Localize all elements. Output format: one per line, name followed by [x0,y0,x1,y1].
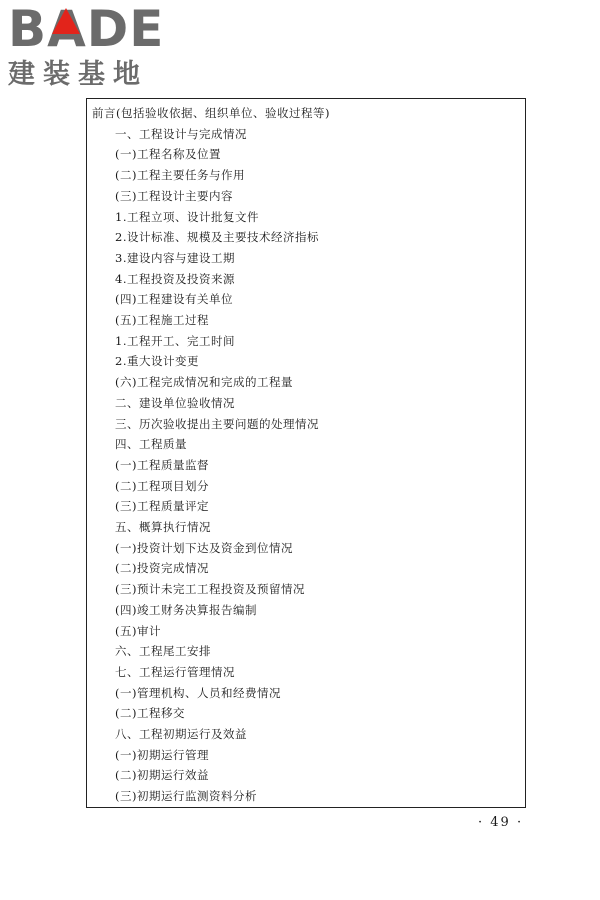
toc-item: (六)工程完成情况和完成的工程量 [115,375,293,390]
toc-item: 八、工程初期运行及效益 [115,727,247,741]
bade-logo [8,0,178,94]
toc-item: (一)工程名称及位置 [115,147,221,162]
logo-subtitle: 建装基地 [8,59,148,90]
toc-item: 七、工程运行管理情况 [115,664,235,679]
toc-item: (四)竣工财务决算报告编制 [115,602,257,617]
page-number: · 49 · [478,815,524,830]
toc-item: (一)投资计划下达及资金到位情况 [115,540,293,555]
toc-item: (一)初期运行管理 [115,747,209,762]
logo-red-triangle-icon [52,8,80,34]
toc-item: (二)初期运行效益 [115,768,209,783]
toc-item: 3.建设内容与建设工期 [115,250,235,265]
toc-frame [86,98,526,808]
toc-item: (二)工程主要任务与作用 [115,168,245,183]
toc-item: (三)初期运行监测资料分析 [115,789,257,804]
toc-item: 二、建设单位验收情况 [115,395,235,410]
toc-item: 一、工程设计与完成情况 [115,126,247,141]
toc-item: (二)工程移交 [115,706,185,721]
toc-item: (五)审计 [115,623,161,638]
toc-item: (四)工程建设有关单位 [115,292,233,307]
toc-item: 五、概算执行情况 [115,520,211,534]
toc-item: 四、工程质量 [115,437,187,452]
logo-wordmark: BADE [8,0,165,58]
toc-item: (五)工程施工过程 [115,313,209,327]
toc-item: 前言(包括验收依据、组织单位、验收过程等) [92,106,330,120]
toc-item: 4.工程投资及投资来源 [115,271,235,286]
toc-item: (三)工程设计主要内容 [115,188,233,203]
toc-item: (一)工程质量监督 [115,457,209,472]
toc-item: 2.设计标准、规模及主要技术经济指标 [115,230,319,245]
toc-item: 1.工程立项、设计批复文件 [115,209,259,224]
toc-item: 三、历次验收提出主要问题的处理情况 [115,416,319,431]
toc-item: 2.重大设计变更 [115,354,199,369]
toc-item: (二)投资完成情况 [115,561,209,576]
toc-item: (三)工程质量评定 [115,499,209,514]
toc-item: (二)工程项目划分 [115,478,209,493]
toc-item: (三)预计未完工工程投资及预留情况 [115,582,305,597]
toc-item: 六、工程尾工安排 [115,644,211,659]
toc-item: (一)管理机构、人员和经费情况 [115,685,281,700]
toc-item: 1.工程开工、完工时间 [115,333,235,348]
